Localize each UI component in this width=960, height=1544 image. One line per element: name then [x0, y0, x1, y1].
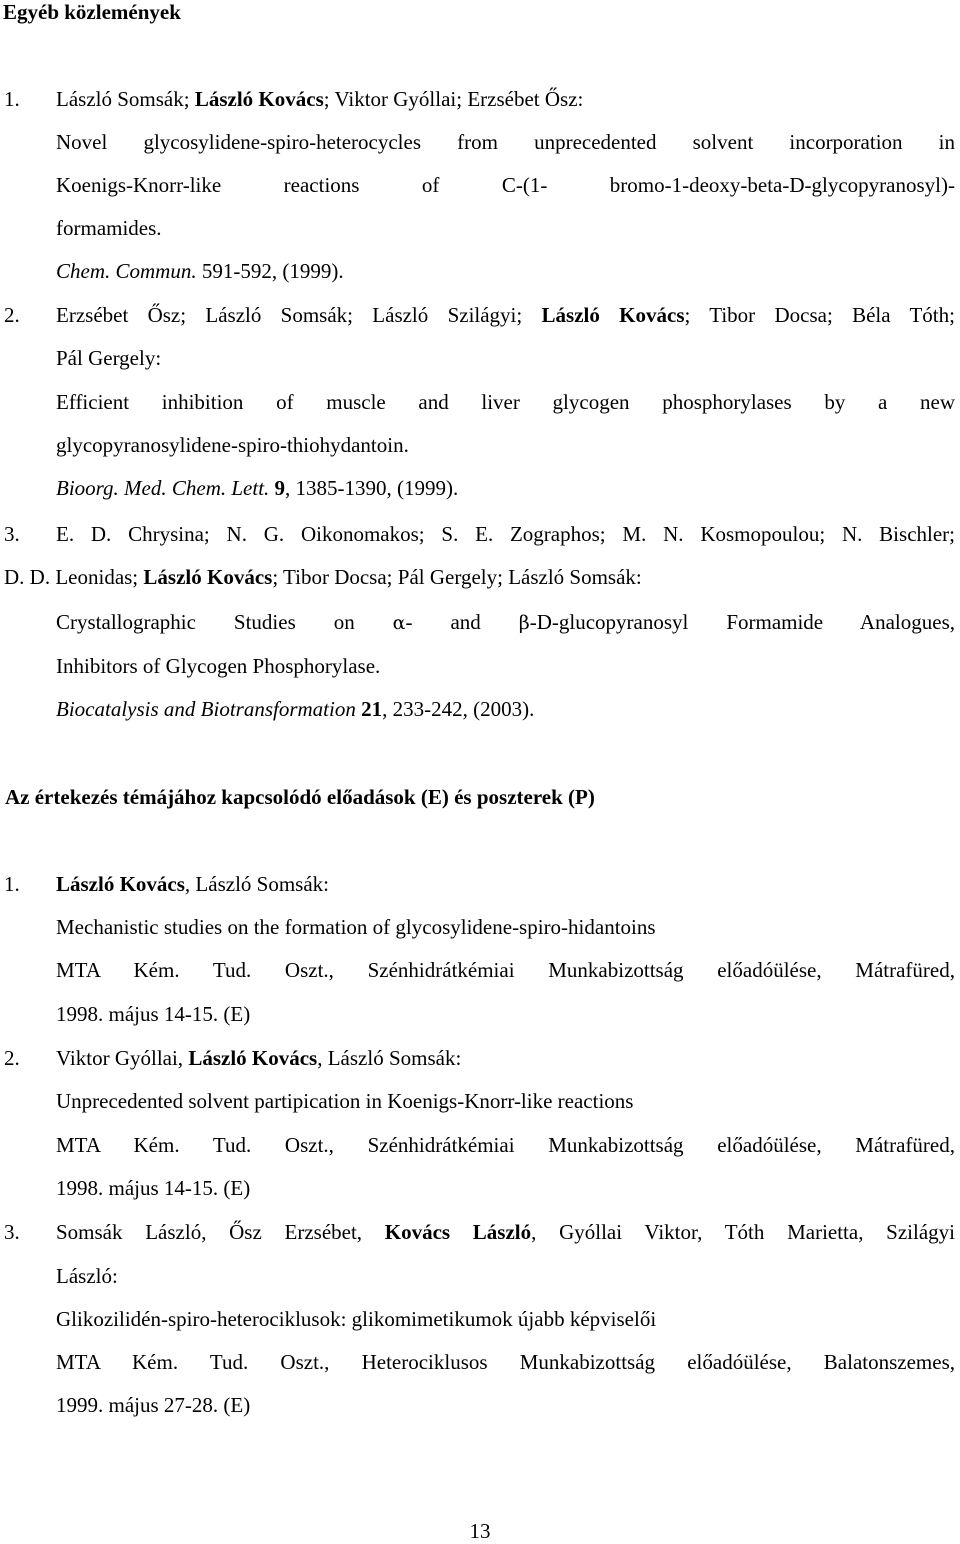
highlighted-author: László Kovács — [194, 87, 324, 111]
authors-line: Erzsébet Ősz; László Somsák; László Szilágyi; László Kovács; Tibor Docsa; Béla Tóth; — [56, 303, 955, 327]
citation-line: Biocatalysis and Biotransformation 21, 233-242, (2003). — [56, 697, 535, 721]
highlighted-author: László Kovács — [143, 565, 273, 589]
title-line: Mechanistic studies on the formation of glycosylidene-spiro-hidantoins — [56, 915, 656, 939]
item-number: 1. — [4, 87, 20, 111]
authors-line: László Somsák; László Kovács; Viktor Gyóllai; Erzsébet Ősz: — [56, 87, 584, 111]
authors-line: E. D. Chrysina; N. G. Oikonomakos; S. E. Zographos; M. N. Kosmopoulou; N. Bischler; — [56, 522, 955, 546]
date-line: 1998. május 14-15. (E) — [56, 1002, 251, 1026]
highlighted-author: László Kovács — [541, 303, 685, 327]
page-number: 13 — [469, 1519, 491, 1543]
journal-name: Chem. Commun. — [56, 259, 197, 283]
authors-line: Pál Gergely: — [56, 346, 162, 370]
highlighted-author: Kovács László — [384, 1220, 532, 1244]
venue-line: MTA Kém. Tud. Oszt., Szénhidrátkémiai Munkabizottság előadóülése, Mátrafüred, — [56, 1133, 955, 1157]
section-heading-presentations: Az értekezés témájához kapcsolódó előadások (E) és poszterek (P) — [5, 785, 595, 809]
item-number: 1. — [4, 872, 20, 896]
authors-line: László Kovács, László Somsák: — [56, 872, 329, 896]
citation-line: Chem. Commun. 591-592, (1999). — [56, 259, 344, 283]
highlighted-author: László Kovács — [56, 872, 185, 896]
alpha-symbol: α — [392, 612, 406, 634]
date-line: 1998. május 14-15. (E) — [56, 1176, 251, 1200]
item-number: 3. — [4, 522, 20, 546]
title-line: Inhibitors of Glycogen Phosphorylase. — [56, 654, 381, 678]
item-number: 2. — [4, 303, 20, 327]
title-line: Unprecedented solvent partipication in Koenigs-Knorr-like reactions — [56, 1089, 634, 1113]
volume: 9 — [274, 476, 286, 500]
authors-line: D. D. Leonidas; László Kovács; Tibor Docsa; Pál Gergely; László Somsák: — [4, 565, 642, 589]
title-line: formamides. — [56, 216, 162, 240]
authors-line: László: — [56, 1264, 118, 1288]
title-line: glycopyranosylidene-spiro-thiohydantoin. — [56, 433, 409, 457]
title-line: Crystallographic Studies on α- and β-D-glucopyranosyl Formamide Analogues, — [56, 610, 955, 634]
section-heading-publications: Egyéb közlemények — [3, 0, 181, 24]
date-line: 1999. május 27-28. (E) — [56, 1393, 251, 1417]
item-number: 2. — [4, 1046, 20, 1070]
title-line: Koenigs-Knorr-like reactions of C-(1- bromo-1-deoxy-beta-D-glycopyranosyl)- — [56, 173, 955, 197]
authors-line: Viktor Gyóllai, László Kovács, László Somsák: — [56, 1046, 462, 1070]
journal-name: Biocatalysis and Biotransformation — [56, 697, 356, 721]
authors-line: Somsák László, Ősz Erzsébet, Kovács László, Gyóllai Viktor, Tóth Marietta, Szilágyi — [56, 1220, 955, 1244]
venue-line: MTA Kém. Tud. Oszt., Szénhidrátkémiai Munkabizottság előadóülése, Mátrafüred, — [56, 958, 955, 982]
venue-line: MTA Kém. Tud. Oszt., Heterociklusos Munkabizottság előadóülése, Balatonszemes, — [56, 1350, 955, 1374]
journal-name: Bioorg. Med. Chem. Lett. — [56, 476, 270, 500]
citation-line: Bioorg. Med. Chem. Lett. 9, 1385-1390, (1999). — [56, 476, 459, 500]
title-line: Glikozilidén-spiro-heterociklusok: glikomimetikumok újabb képviselői — [56, 1307, 657, 1331]
title-line: Efficient inhibition of muscle and liver glycogen phosphorylases by a new — [56, 390, 955, 414]
highlighted-author: László Kovács — [188, 1046, 318, 1070]
volume: 21 — [361, 697, 383, 721]
item-number: 3. — [4, 1220, 20, 1244]
beta-symbol: β — [518, 612, 530, 634]
title-line: Novel glycosylidene-spiro-heterocycles from unprecedented solvent incorporation in — [56, 130, 955, 154]
